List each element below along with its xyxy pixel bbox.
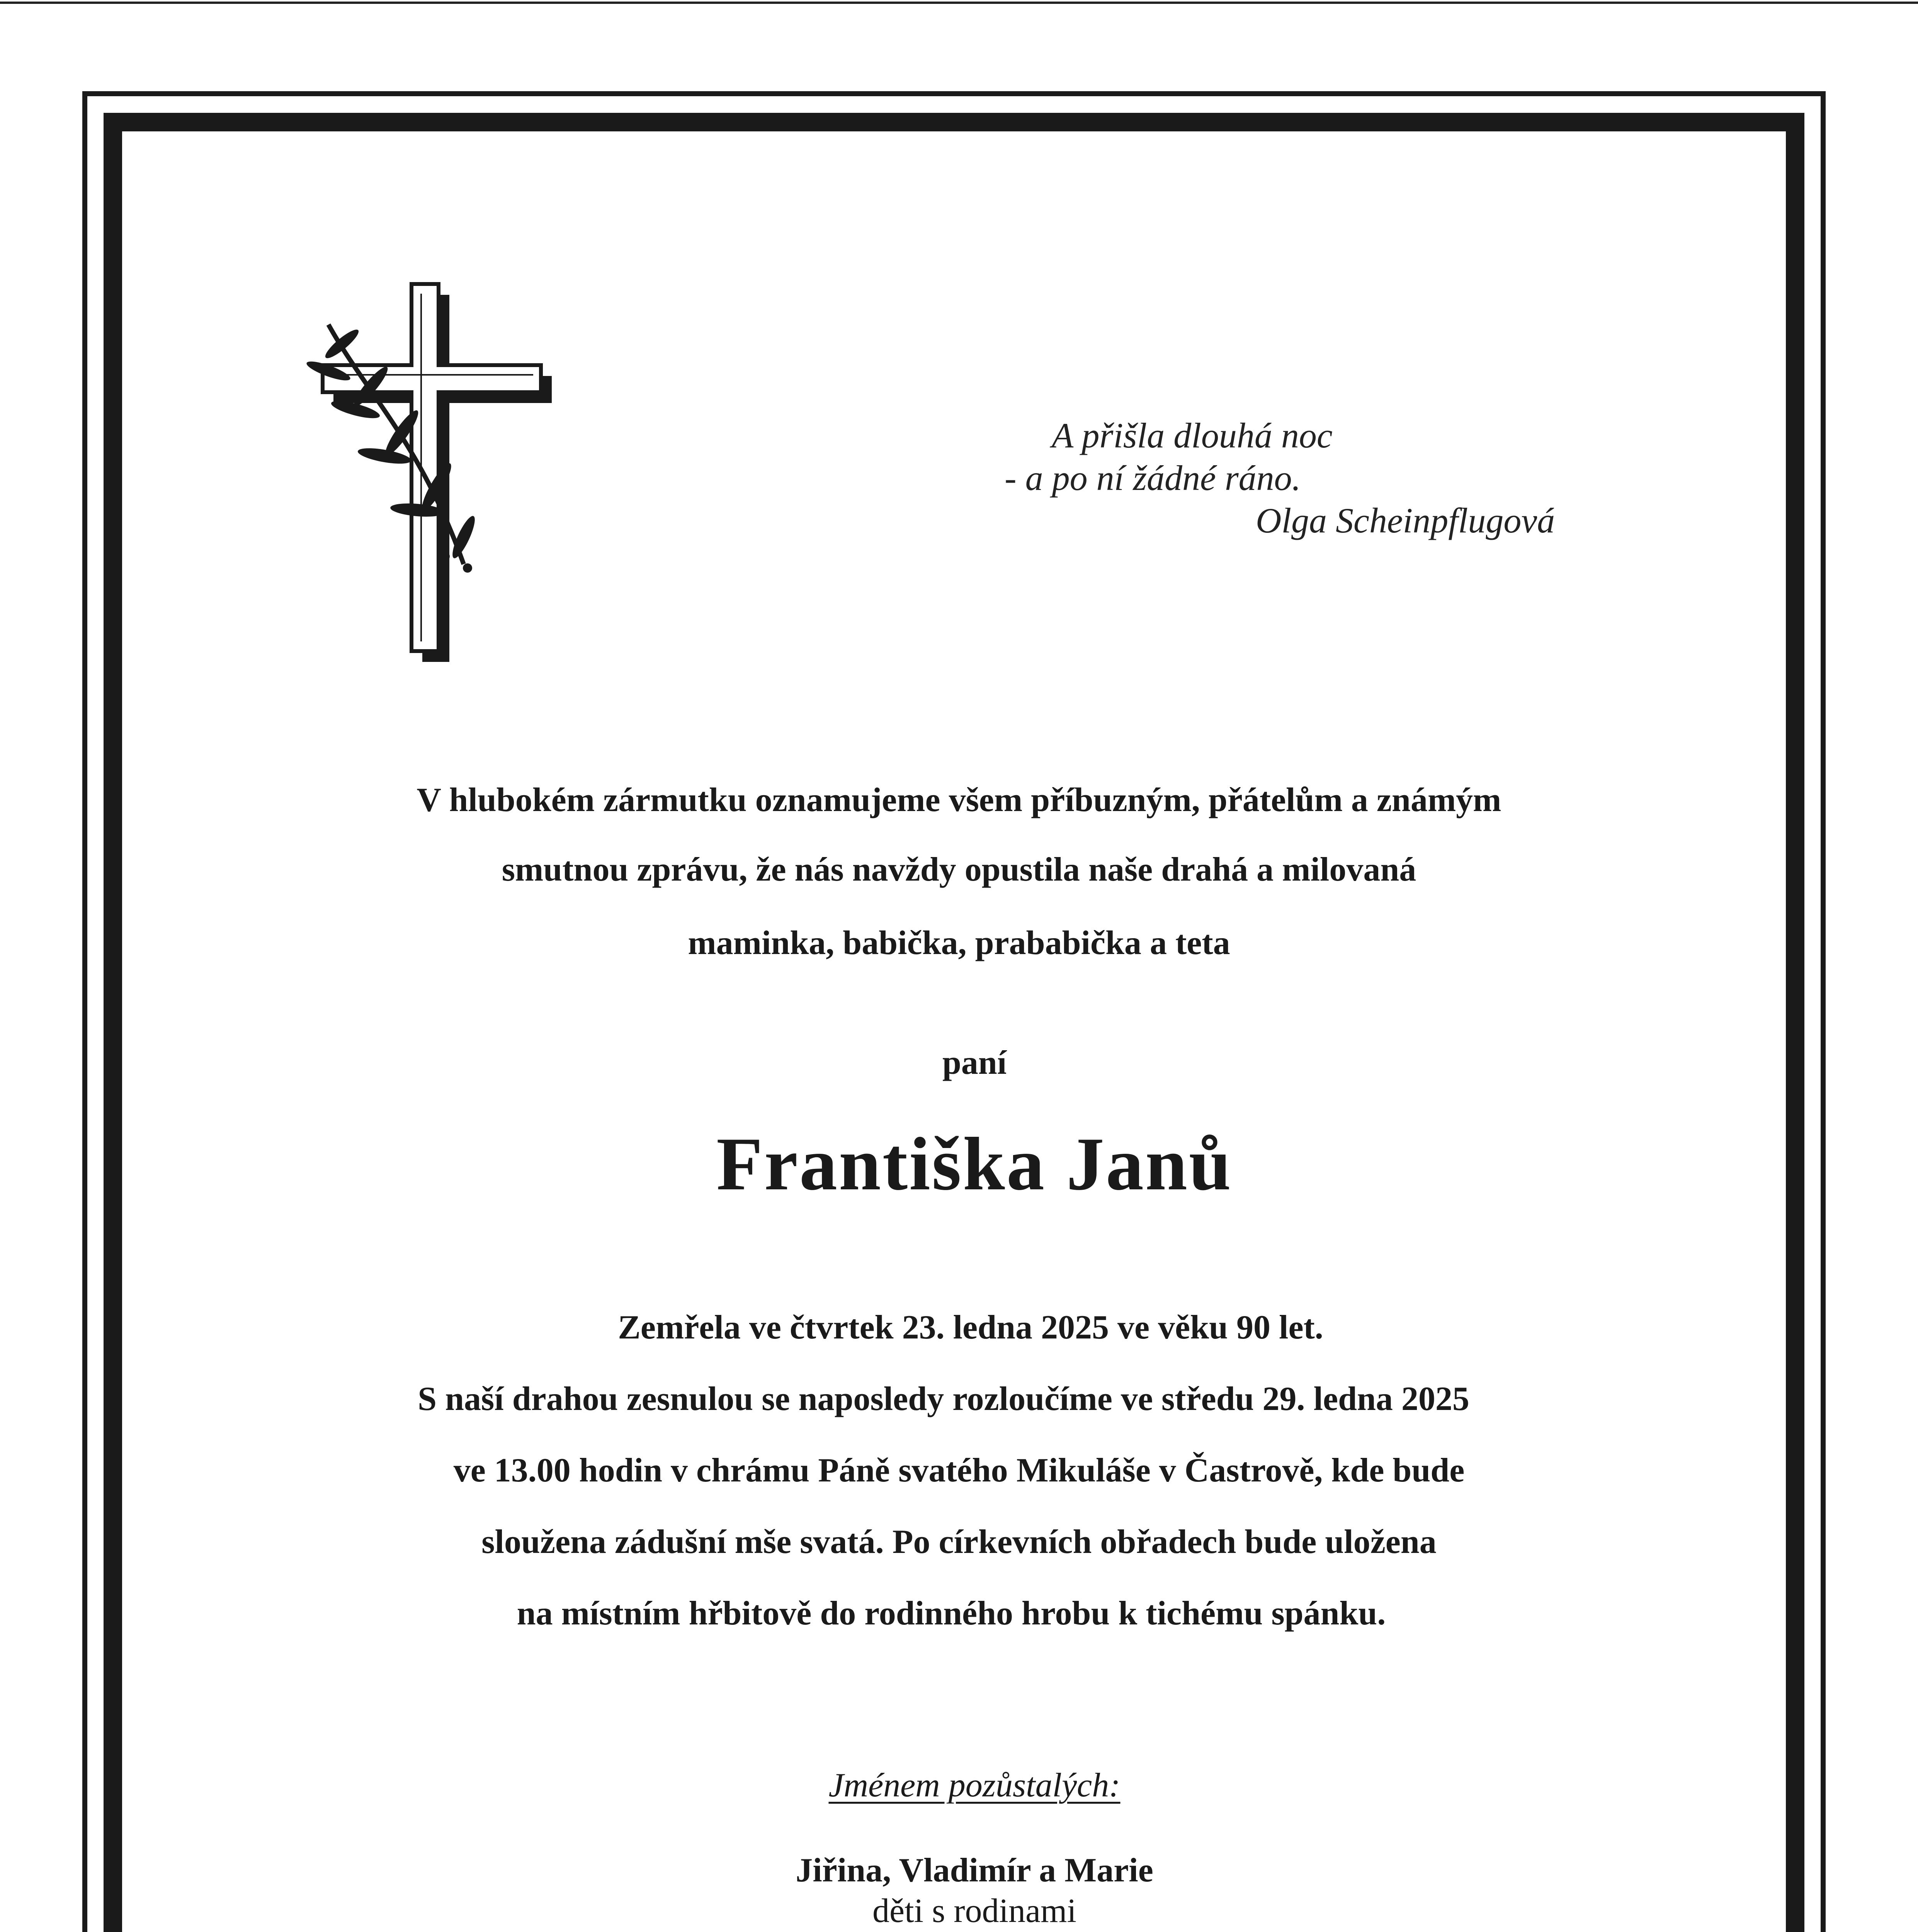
mourners-subtitle: děti s rodinami — [872, 1892, 1076, 1930]
deceased-name: Františka Janů — [716, 1122, 1233, 1206]
details-line-5: na místním hřbitově do rodinného hrobu k tichému spánku. — [517, 1595, 1386, 1632]
details-line-2: S naší drahou zesnulou se naposledy rozloučíme ve středu 29. ledna 2025 — [418, 1380, 1469, 1418]
motto-line-1: A přišla dlouhá noc — [1052, 416, 1333, 455]
details-line-3: ve 13.00 hodin v chrámu Páně svatého Mikuláše v Častrově, kde bude — [453, 1452, 1465, 1489]
announcement-line-1: V hlubokém zármutku oznamujeme všem příbuzným, přátelům a známým — [417, 781, 1501, 819]
details-line-4: sloužena zádušní mše svatá. Po církevních obřadech bude uložena — [481, 1523, 1437, 1561]
mourners-names: Jiřina, Vladimír a Marie — [796, 1852, 1153, 1889]
motto-author: Olga Scheinpflugová — [1256, 501, 1555, 540]
announcement-line-2: smutnou zprávu, že nás navždy opustila naše drahá a milovaná — [502, 851, 1416, 888]
top-rule — [0, 2, 1918, 4]
cross-with-palm-branch-icon — [305, 270, 568, 680]
mourners-heading: Jménem pozůstalých: — [828, 1767, 1121, 1804]
salutation: paní — [942, 1044, 1007, 1082]
announcement-line-3: maminka, babička, prababička a teta — [688, 924, 1230, 962]
motto-line-2: - a po ní žádné ráno. — [1005, 458, 1301, 498]
details-line-1: Zemřela ve čtvrtek 23. ledna 2025 ve věku 90 let. — [618, 1309, 1323, 1346]
